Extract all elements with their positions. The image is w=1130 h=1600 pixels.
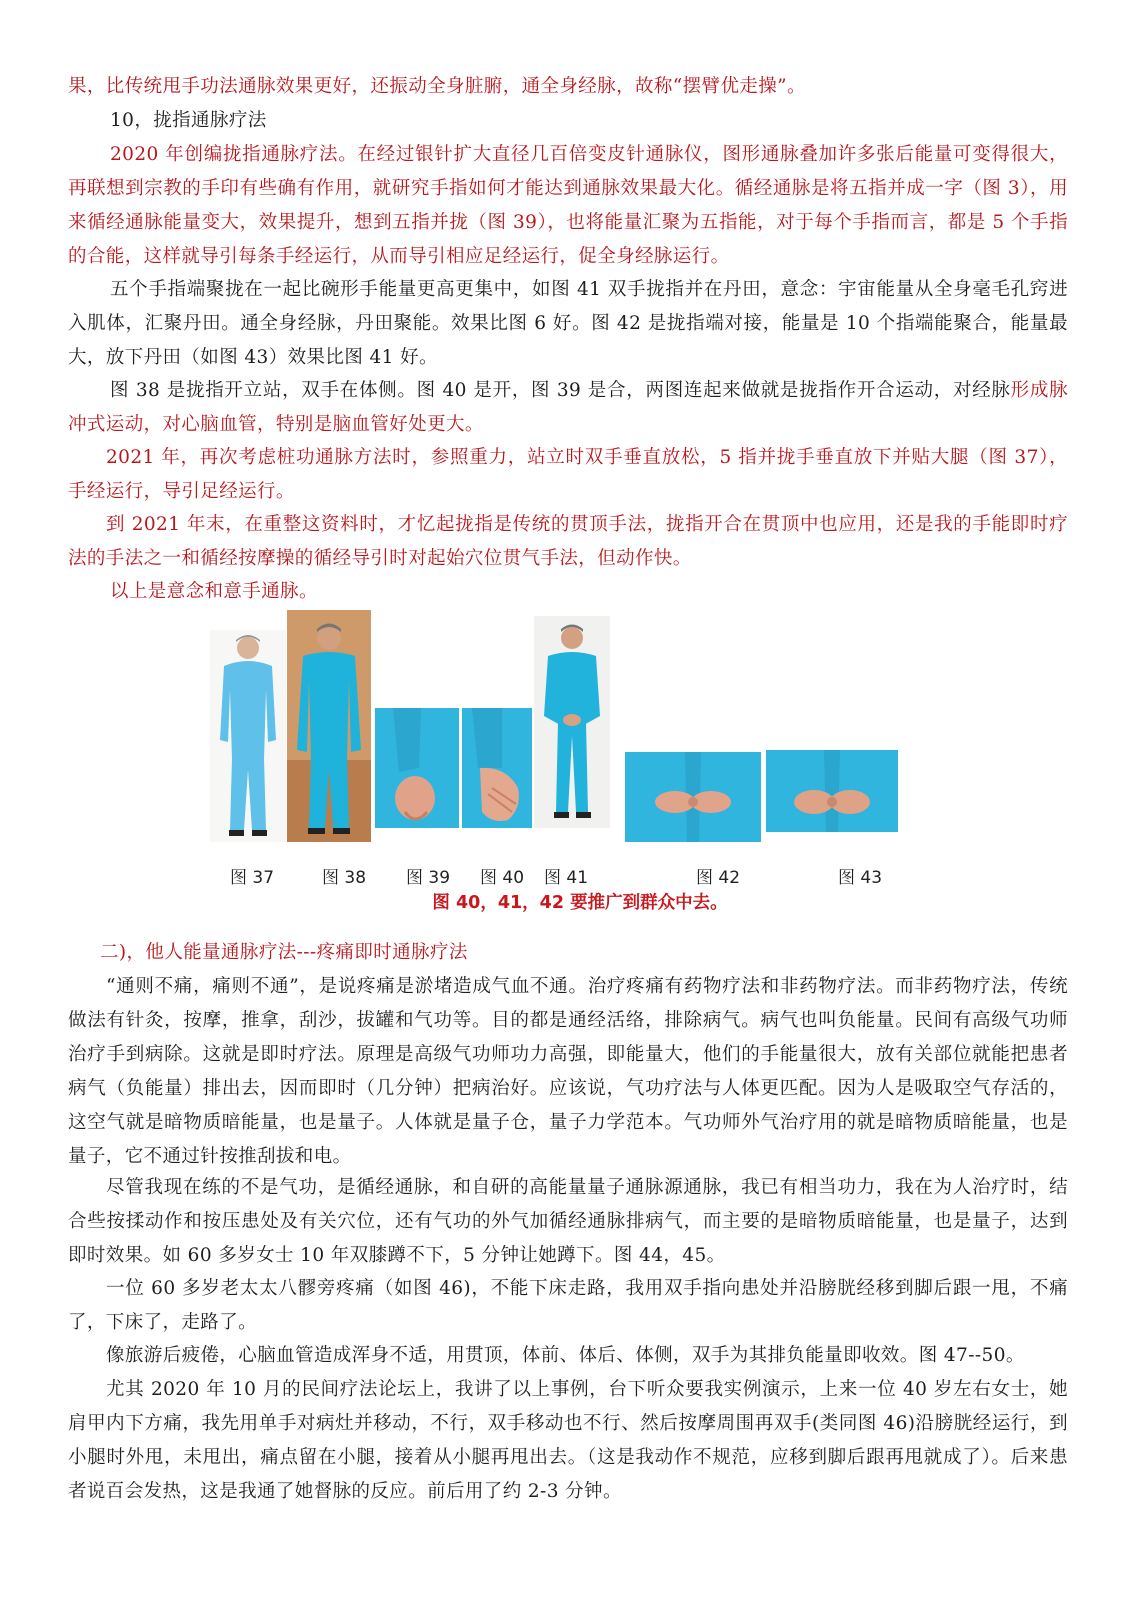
paragraph-fig38: [68, 374, 1068, 442]
photo-fig39: [375, 708, 459, 828]
paragraph-forum: 尤其 2020 年 10 月的民间疗法论坛上，我讲了以上事例，台下听众要我实例演示，上来一位 40 岁左右女士，她肩甲内下方痛，我先用单手对病灶并移动，不行，双手移动也不行、然后按摩周围再双手(类同图 46)沿膀胱经运行，到小腿时外甩，未甩出，痛点留在小腿，接着从小腿再甩出去。（这是我动作不规范，应移到脚后跟再甩就成了）。后来患者说百会发热，这是我通了她督脉的反应。前后用了约 2-3 分钟。: [68, 1379, 1068, 1502]
figure-caption: 图 40，41，42 要推广到群众中去。: [432, 893, 728, 913]
fig-label-41: 图 41: [544, 868, 589, 888]
photo-fig37: [210, 630, 286, 842]
paragraph-fig38-text: 图 38 是拢指开立站，双手在体侧。图 40 是开，图 39 是合，两图连起来做就是拢指作开合运动，对经脉: [110, 380, 1011, 401]
photo-fig40: [462, 708, 532, 828]
photo-fig41: [534, 616, 610, 828]
paragraph-five-fingers: 五个手指端聚拢在一起比碗形手能量更高更集中，如图 41 双手拢指并在丹田，意念：宇宙能量从全身毫毛孔窍进入肌体，汇聚丹田。通全身经脉，丹田聚能。效果比图 6 好。图 42 是拢指端对接，能量是 10 个指端能聚合，能量最大，放下丹田（如图 43）效果比图 41 好。: [68, 279, 1068, 368]
paragraph-intro: 果，比传统甩手功法通脉效果更好，还振动全身脏腑，通全身经脉，故称“摆臂优走操”。: [68, 76, 806, 97]
paragraph-2020-method: 2020 年创编拢指通脉疗法。在经过银针扩大直径几百倍变皮针通脉仪，图形通脉叠加许多张后能量可变得很大，再联想到宗教的手印有些确有作用，就研究手指如何才能达到通脉效果最大化。循经通脉是将五指并成一字（图 3），用来循经通脉能量变大，效果提升，想到五指并拢（图 39），也将能量汇聚为五指能，对于每个手指而言，都是 5 个手指的合能，这样就导引每条手经运行，从而导引相应足经运行，促全身经脉运行。: [68, 144, 1069, 267]
fig-label-42: 图 42: [696, 868, 741, 888]
fig-label-40: 图 40: [480, 868, 525, 888]
paragraph-2021: 2021 年，再次考虑桩功通脉方法时，参照重力，站立时双手垂直放松，5 指并拢手垂直放下并贴大腿（图 37），手经运行，导引足经运行。: [68, 447, 1068, 502]
photo-fig42: [625, 752, 761, 842]
paragraph-pain: “通则不痛，痛则不通”，是说疼痛是淤堵造成气血不通。治疗疼痛有药物疗法和非药物疗法。而非药物疗法，传统做法有针灸，按摩，推拿，刮沙，拔罐和气功等。目的都是通经活络，排除病气。病气也叫负能量。民间有高级气功师治疗手到病除。这就是即时疗法。原理是高级气功师功力高强，即能量大，他们的手能量很大，放有关部位就能把患者病气（负能量）排出去，因而即时（几分钟）把病治好。应该说，气功疗法与人体更匹配。因为人是吸取空气存活的，这空气就是暗物质暗能量，也是量子。人体就是量子仓，量子力学范本。气功师外气治疗用的就是暗物质暗能量，也是量子，它不通过针按推刮拔和电。: [68, 976, 1068, 1167]
section-heading-10: 10，拢指通脉疗法: [110, 110, 267, 131]
photo-fig43: [766, 750, 898, 832]
fig-label-43: 图 43: [838, 868, 883, 888]
paragraph-travel: 像旅游后疲倦，心脑血管造成浑身不适，用贯顶，体前、体后、体侧，双手为其排负能量即收效。图 47--50。: [106, 1345, 1025, 1366]
paragraph-summary: 以上是意念和意手通脉。: [110, 581, 318, 602]
paragraph-fig38-red: 形成脉冲式运动，对心脑血管，特别是脑血管好处更大。: [68, 380, 1068, 435]
photo-fig38: [287, 610, 371, 842]
paragraph-2021-end: 到 2021 年末，在重整这资料时，才忆起拢指是传统的贯顶手法，拢指开合在贯顶中也应用，还是我的手能即时疗法的手法之一和循经按摩操的循经导引时对起始穴位贯气手法，但动作快。: [68, 514, 1068, 569]
section-heading-2: 二)，他人能量通脉疗法---疼痛即时通脉疗法: [100, 942, 468, 963]
fig-label-39: 图 39: [406, 868, 451, 888]
paragraph-elderly-lady: 一位 60 多岁老太太八髎旁疼痛（如图 46)，不能下床走路，我用双手指向患处并沿膀胱经移到脚后跟一甩，不痛了，下床了，走路了。: [68, 1278, 1068, 1333]
fig-label-37: 图 37: [230, 868, 275, 888]
fig-label-38: 图 38: [322, 868, 367, 888]
paragraph-practice: 尽管我现在练的不是气功，是循经通脉，和自研的高能量量子通脉源通脉，我已有相当功力，我在为人治疗时，结合些按揉动作和按压患处及有关穴位，还有气功的外气加循经通脉排病气，而主要的是暗物质暗能量，也是量子，达到即时效果。如 60 多岁女士 10 年双膝蹲不下，5 分钟让她蹲下。图 44，45。: [68, 1177, 1068, 1266]
figure-strip: [0, 622, 1130, 852]
